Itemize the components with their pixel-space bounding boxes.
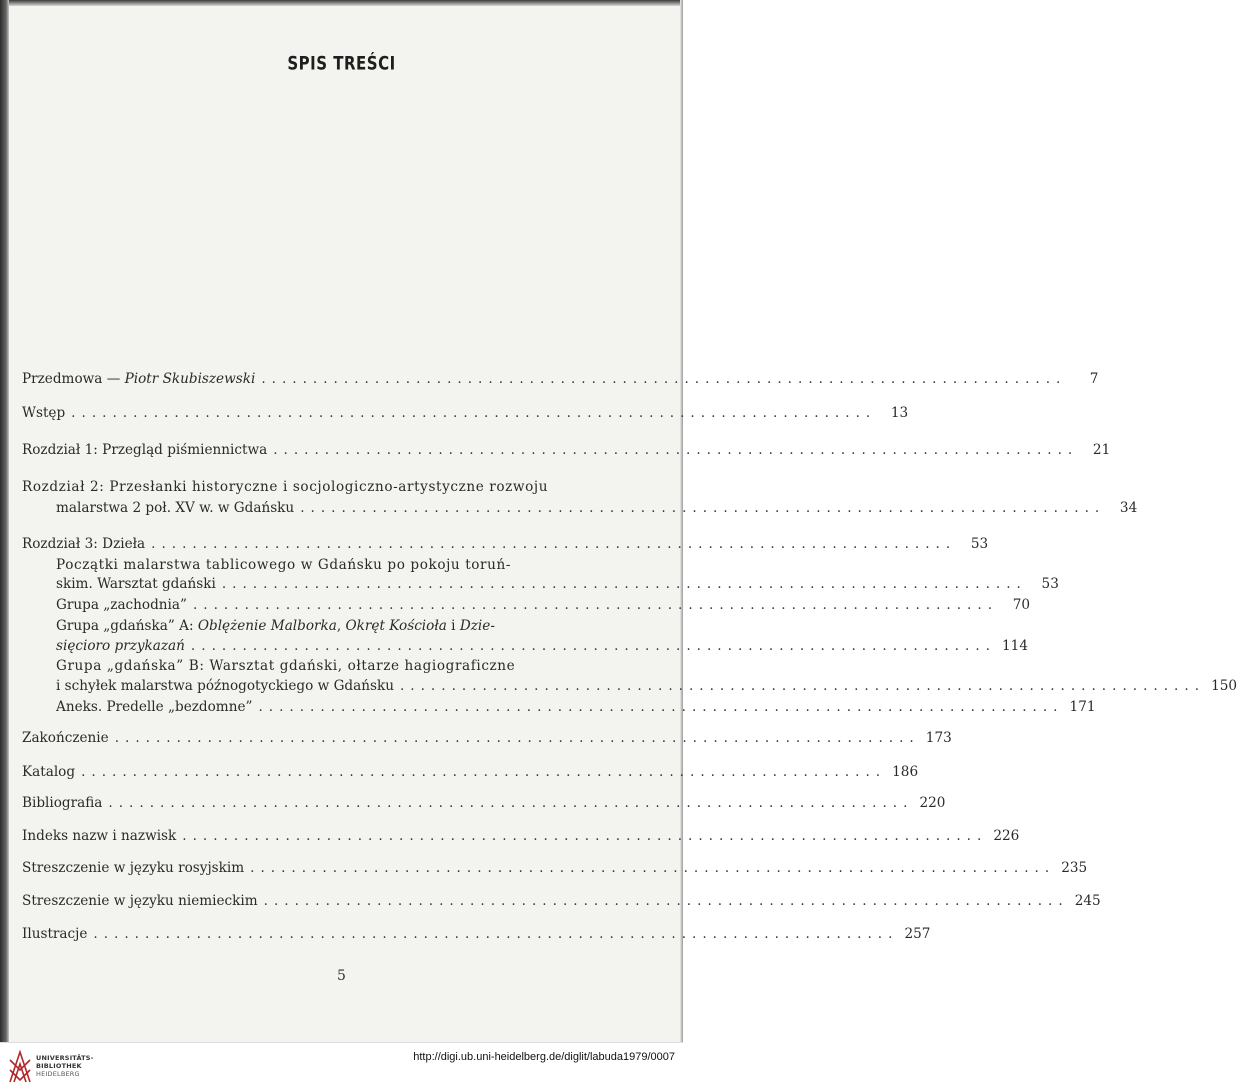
viewer-footer <box>0 1042 683 1090</box>
toc-leader-dots: .............................................................................. <box>221 576 1027 592</box>
toc-entry-label: skim. Warsztat gdański <box>56 576 216 592</box>
toc-page-number: 34 <box>1119 500 1138 516</box>
toc-leader-dots: .............................................................................. <box>192 597 999 613</box>
toc-entry-label: Grupa „gdańska” B: Warsztat gdański, ołtarze hagiograficzne <box>56 658 516 674</box>
toc-page-number: 13 <box>890 405 909 421</box>
toc-page-number: 173 <box>925 730 952 746</box>
toc-subentry-grupa-gdanska-b-line2[interactable] <box>56 676 1237 696</box>
toc-page-number: 257 <box>904 926 931 942</box>
toc-leader-dots: .............................................................................. <box>114 730 920 746</box>
toc-entry-label: Aneks. Predelle „bezdomne” <box>56 699 253 715</box>
toc-entry-przedmowa[interactable] <box>22 369 1099 389</box>
toc-page-number: 114 <box>1002 638 1028 654</box>
toc-leader-dots: .............................................................................. <box>151 536 957 552</box>
toc-entry-label: Zakończenie <box>22 730 109 746</box>
toc-entry-label: Rozdział 3: Dzieła <box>22 536 146 552</box>
toc-page-number: 7 <box>1089 371 1099 387</box>
page-title: SPIS TREŚCI <box>287 52 396 75</box>
toc-entry-label: Rozdział 1: Przegląd piśmiennictwa <box>22 442 268 458</box>
toc-subentry-grupa-gdanska-a-line2[interactable] <box>56 636 1028 656</box>
toc-leader-dots: .............................................................................. <box>273 442 1079 458</box>
toc-page-number: 245 <box>1074 893 1101 909</box>
toc-leader-dots: .............................................................................. <box>108 795 914 811</box>
toc-page-number: 53 <box>1041 576 1059 592</box>
toc-entry-label: Indeks nazw i nazwisk <box>22 828 177 844</box>
toc-page-number: 53 <box>970 536 989 552</box>
toc-entry-streszczenie-rosyjskim[interactable] <box>22 858 1088 878</box>
toc-page-number: 171 <box>1069 699 1096 715</box>
library-logo-text: UNIVERSITÄTS- BIBLIOTHEK HEIDELBERG <box>36 1054 94 1078</box>
toc-subentry-poczatki-line1[interactable] <box>56 555 634 575</box>
toc-page-number: 70 <box>1012 597 1031 613</box>
toc-entry-label: Grupa „zachodnia” <box>56 597 187 613</box>
toc-leader-dots: .............................................................................. <box>182 828 988 844</box>
toc-page-number: 226 <box>993 828 1020 844</box>
toc-entry-label: Początki malarstwa tablicowego w Gdańsku po pokoju toruń- <box>56 557 512 573</box>
toc-leader-dots: .............................................................................. <box>93 926 899 942</box>
toc-entry-label: Ilustracje <box>22 926 88 942</box>
toc-entry-label: Przedmowa — Piotr Skubiszewski <box>22 371 256 387</box>
toc-leader-dots: .............................................................................. <box>71 405 877 421</box>
toc-leader-dots: .............................................................................. <box>190 638 996 654</box>
toc-entry-rozdzial-1[interactable] <box>22 440 1111 460</box>
toc-entry-label: Wstęp <box>22 405 66 421</box>
toc-entry-label: Rozdział 2: Przesłanki historyczne i socjologiczno-artystyczne rozwoju <box>22 479 549 495</box>
toc-entry-indeks[interactable] <box>22 826 1020 846</box>
toc-leader-dots: .............................................................................. <box>263 893 1069 909</box>
toc-entry-bibliografia[interactable] <box>22 793 946 813</box>
toc-entry-rozdzial-2-line2[interactable] <box>56 498 1138 518</box>
library-logo-icon <box>8 1050 32 1084</box>
toc-leader-dots: .............................................................................. <box>261 371 1067 387</box>
toc-entry-label: Streszczenie w języku niemieckim <box>22 893 258 909</box>
toc-entry-rozdzial-3[interactable] <box>22 534 989 554</box>
toc-entry-rozdzial-2-line1[interactable] <box>22 477 634 497</box>
page-folio-number: 5 <box>337 968 346 984</box>
toc-entry-label: Katalog <box>22 764 76 780</box>
toc-entry-katalog[interactable] <box>22 762 919 782</box>
toc-subentry-grupa-gdanska-b-line1[interactable] <box>56 656 634 676</box>
toc-leader-dots: .............................................................................. <box>81 764 887 780</box>
toc-entry-ilustracje[interactable] <box>22 924 931 944</box>
toc-page-number: 235 <box>1061 860 1088 876</box>
toc-entry-zakonczenie[interactable] <box>22 728 952 748</box>
toc-leader-dots: .............................................................................. <box>250 860 1056 876</box>
toc-subentry-grupa-gdanska-a-line1[interactable] <box>56 616 634 636</box>
toc-entry-label: i schyłek malarstwa późnogotyckiego w Gdańsku <box>56 678 394 694</box>
page-edge-top <box>0 0 683 6</box>
toc-entry-label: sięcioro przykazań <box>56 638 185 654</box>
toc-entry-label: Bibliografia <box>22 795 103 811</box>
toc-leader-dots: .............................................................................. <box>399 678 1206 694</box>
page-edge-right <box>680 0 683 1042</box>
page-edge-left <box>0 0 9 1042</box>
toc-subentry-poczatki-line2[interactable] <box>56 574 1059 594</box>
toc-leader-dots: .............................................................................. <box>258 699 1064 715</box>
toc-page-number: 150 <box>1211 678 1237 694</box>
toc-subentry-grupa-zachodnia[interactable] <box>56 595 1031 615</box>
toc-leader-dots: .............................................................................. <box>300 500 1106 516</box>
toc-entry-label: malarstwa 2 poł. XV w. w Gdańsku <box>56 500 295 516</box>
toc-entry-label: Streszczenie w języku rosyjskim <box>22 860 245 876</box>
toc-page-number: 186 <box>892 764 919 780</box>
source-url-link[interactable]: http://digi.ub.uni-heidelberg.de/diglit/labuda1979/0007 <box>413 1051 675 1063</box>
toc-page-number: 21 <box>1092 442 1111 458</box>
toc-page-number: 220 <box>919 795 946 811</box>
toc-entry-wstep[interactable] <box>22 403 909 423</box>
toc-subentry-aneks[interactable] <box>56 697 1096 717</box>
toc-entry-label: Grupa „gdańska” A: Oblężenie Malborka, Okręt Kościoła i Dzie- <box>56 618 495 634</box>
toc-entry-streszczenie-niemieckim[interactable] <box>22 891 1101 911</box>
